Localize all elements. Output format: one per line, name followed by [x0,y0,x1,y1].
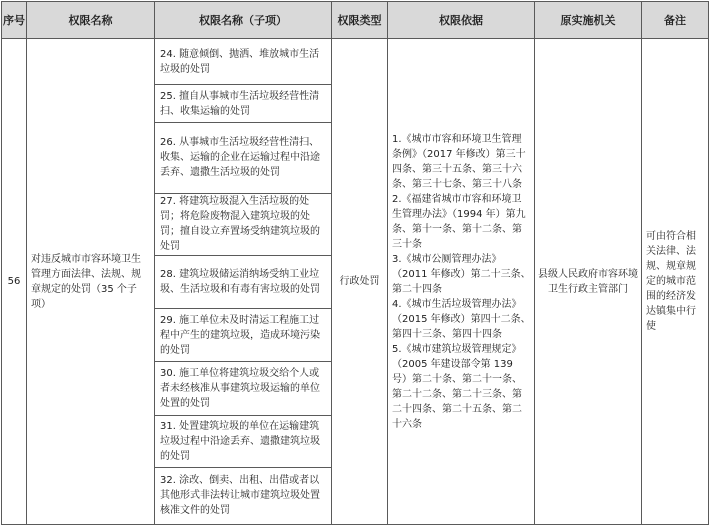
original-agency: 县级人民政府市容环境卫生行政主管部门 [535,39,642,525]
header-note: 备注 [642,2,709,39]
note: 可由符合相关法律、法规、规章规定的城市范围的经济发达镇集中行使 [642,39,709,525]
sub-item [155,39,332,85]
header-sub-name: 权限名称（子项） [155,2,332,39]
row-seq: 56 [2,39,27,525]
sub-item-text: 31. 处置建筑垃圾的单位在运输建筑垃圾过程中沿途丢弃、遗撒建筑垃圾的处罚 [160,420,320,462]
authority-name: 对违反城市市容环境卫生管理方面法律、法规、规章规定的处罚（35 个子项） [27,39,155,525]
header-agency: 原实施机关 [535,2,642,39]
sub-item-text: 24. 随意倾倒、抛洒、堆放城市生活垃圾的处罚 [160,48,320,75]
header-name: 权限名称 [27,2,155,39]
sub-item-text: 25. 擅自从事城市生活垃圾经营性清扫、收集运输的处罚 [160,90,320,117]
sub-item [155,467,332,524]
sub-item [155,123,332,193]
basis-text: 1.《城市市容和环境卫生管理条例》（2017 年修改）第三十四条、第三十五条、第三十六条、第三十七条、第三十八条 2.《福建省城市市容和环境卫生管理办法》（1994 年）第九条、第十一条、第十二条、第三十条 3.《城市公厕管理办法》（2011 年修改）第二十三条、第二十四条 4.《城市生活垃圾管理办法》（2015 年修改）第四十二条、第四十三条、第四十四条 5.《城市建筑垃圾管理规定》（2005 年建设部令第 139 号）第二十条、第二十一条、第二十二条、第二十三条、第二十四条、第二十五条、第二十六条 [392,133,531,430]
header-basis: 权限依据 [388,2,535,39]
sub-item [155,85,332,123]
header-type: 权限类型 [332,2,388,39]
sub-item-text: 26. 从事城市生活垃圾经营性清扫、收集、运输的企业在运输过程中沿途丢弃、遗撒生活垃圾的处罚 [160,137,320,179]
sub-item [155,362,332,415]
header-seq: 序号 [2,2,27,39]
sub-item [155,255,332,308]
authority-basis [388,39,535,525]
sub-item-text: 32. 涂改、倒卖、出租、出借或者以其他形式非法转让城市建筑垃圾处置核准文件的处罚 [160,475,320,517]
sub-item-text: 29. 施工单位未及时清运工程施工过程中产生的建筑垃圾，造成环境污染的处罚 [160,314,320,356]
table-row [2,39,709,85]
sub-item-text: 28. 建筑垃圾储运消纳场受纳工业垃圾、生活垃圾和有毒有害垃圾的处罚 [160,268,320,295]
header-row [2,2,709,39]
sub-item [155,193,332,255]
sub-item-text: 30. 施工单位将建筑垃圾交给个人或者未经核准从事建筑垃圾运输的单位处置的处罚 [160,367,320,409]
authority-type: 行政处罚 [332,39,388,525]
sub-item [155,415,332,467]
sub-item-text: 27. 将建筑垃圾混入生活垃圾的处罚；将危险废物混入建筑垃圾的处罚；擅自设立弃置场受纳建筑垃圾的处罚 [160,196,320,253]
authority-table [1,1,709,525]
sub-item [155,309,332,362]
